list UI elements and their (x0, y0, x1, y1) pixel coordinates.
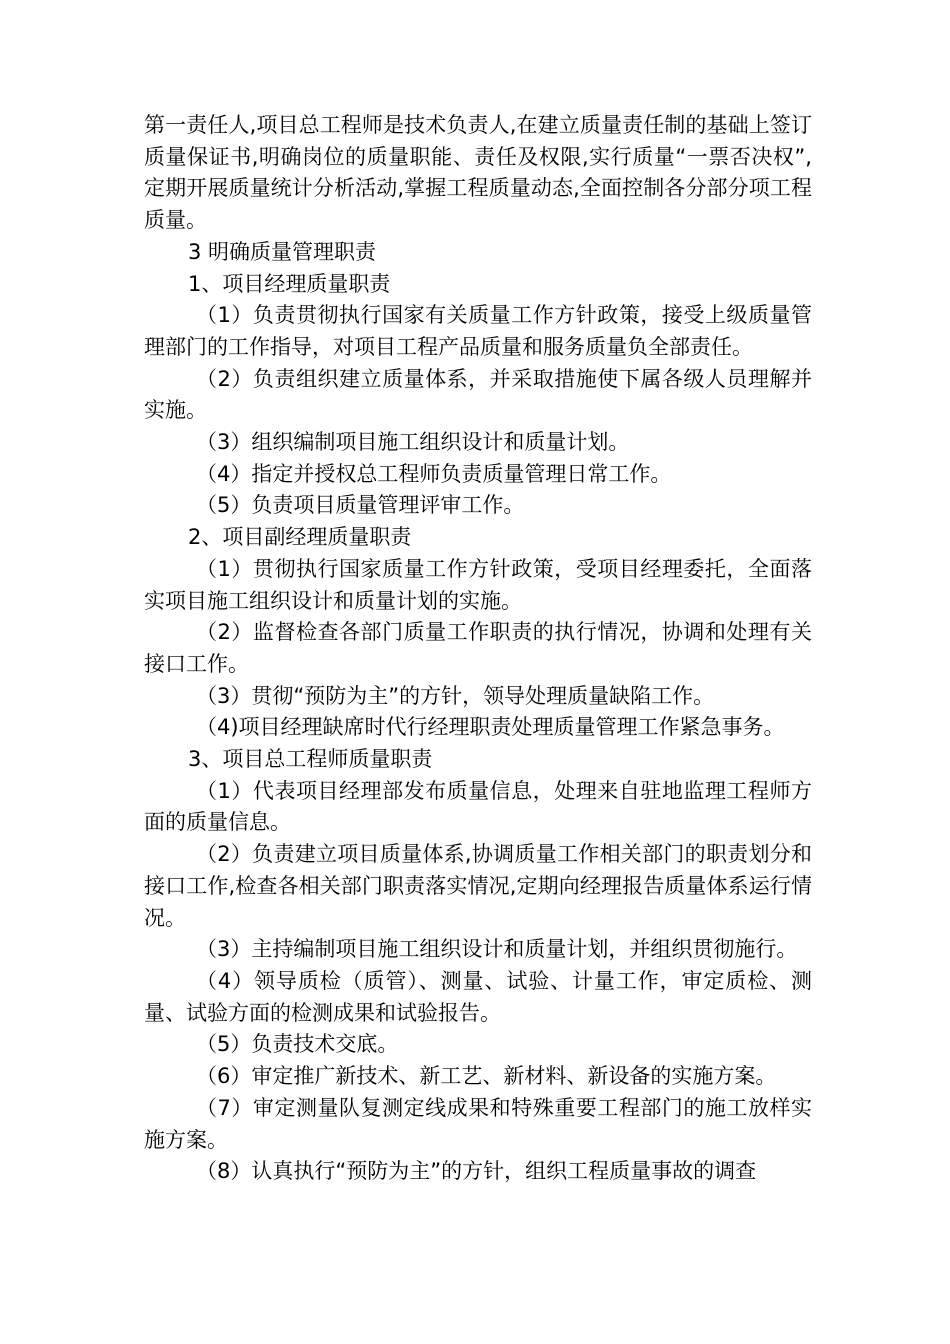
list-item: （5）负责技术交底。 (196, 1032, 399, 1057)
list-item: （3）贯彻“预防为主”的方针，领导处理质量缺陷工作。 (196, 683, 715, 708)
document-body (144, 110, 812, 1188)
list-item: （2）负责组织建立质量体系，并采取措施使下属各级人员理解并实施。 (144, 366, 812, 423)
list-item: （3）组织编制项目施工组织设计和质量计划。 (196, 430, 630, 455)
subsection-heading: 3、项目总工程师质量职责 (188, 747, 433, 772)
list-item: （5）负责项目质量管理评审工作。 (196, 493, 525, 518)
list-item: （4）领导质检（质管）、测量、试验、计量工作，审定质检、测量、试验方面的检测成果和试验报告。 (144, 968, 812, 1025)
list-item: （6）审定推广新技术、新工艺、新材料、新设备的实施方案。 (196, 1064, 777, 1089)
list-item: （1）负责贯彻执行国家有关质量工作方针政策，接受上级质量管理部门的工作指导，对项目工程产品质量和服务质量负全部责任。 (144, 303, 812, 359)
list-item: （7）审定测量队复测定线成果和特殊重要工程部门的施工放样实施方案。 (144, 1095, 812, 1152)
list-item: （4）指定并授权总工程师负责质量管理日常工作。 (196, 461, 672, 486)
subsection-heading: 2、项目副经理质量职责 (188, 525, 412, 550)
body-paragraph: 第一责任人,项目总工程师是技术负责人,在建立质量责任制的基础上签订质量保证书,明确岗位的质量职能、责任及权限,实行质量“一票否决权”,定期开展质量统计分析活动,掌握工程质量动态,全面控制各分部分项工程质量。 (144, 113, 812, 233)
list-item: （2）监督检查各部门质量工作职责的执行情况，协调和处理有关接口工作。 (144, 620, 812, 676)
list-item: （8）认真执行“预防为主”的方针，组织工程质量事故的调查 (196, 1159, 757, 1184)
list-item: （4)项目经理缺席时代行经理职责处理质量管理工作紧急事务。 (196, 715, 785, 740)
list-item: （2）负责建立项目质量体系,协调质量工作相关部门的职责划分和接口工作,检查各相关部门职责落实情况,定期向经理报告质量体系运行情况。 (144, 842, 812, 930)
list-item: （3）主持编制项目施工组织设计和质量计划，并组织贯彻施行。 (196, 937, 798, 962)
section-heading: 3 明确质量管理职责 (188, 239, 377, 264)
list-item: （1）贯彻执行国家质量工作方针政策，受项目经理委托，全面落实项目施工组织设计和质量计划的实施。 (144, 556, 812, 613)
subsection-heading: 1、项目经理质量职责 (188, 271, 391, 296)
list-item: （1）代表项目经理部发布质量信息，处理来自驻地监理工程师方面的质量信息。 (144, 778, 812, 835)
